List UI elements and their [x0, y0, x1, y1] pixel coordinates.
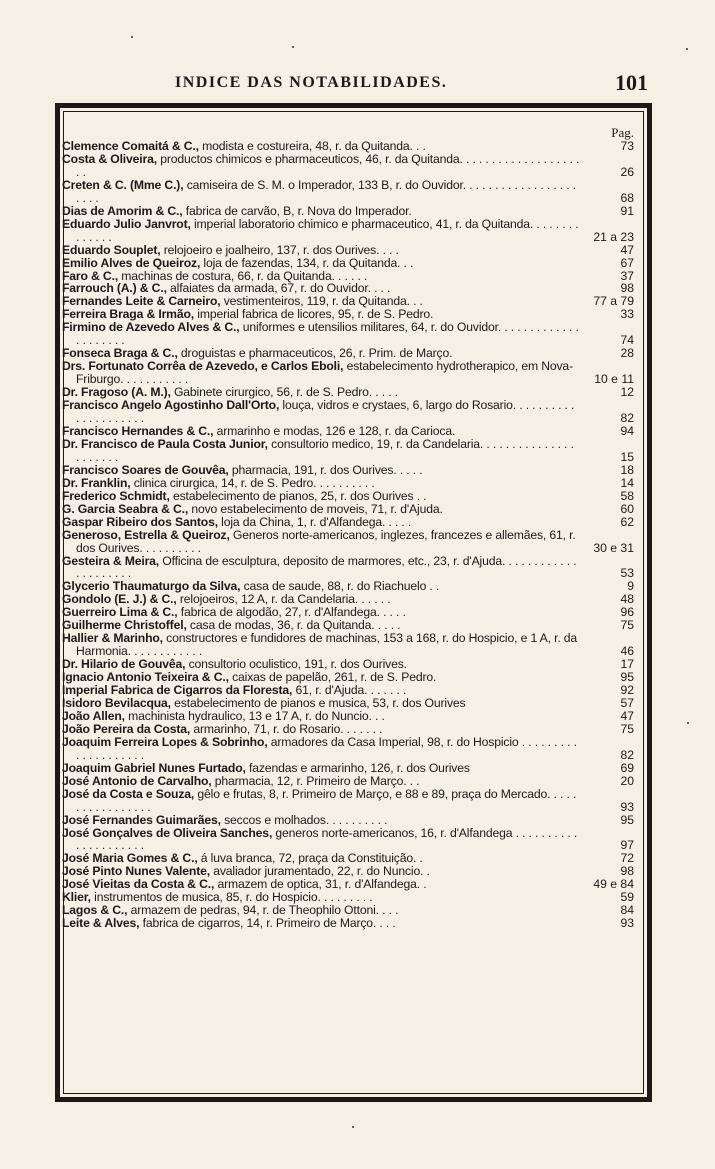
entry-name: Hallier & Marinho, — [62, 631, 163, 646]
scan-speck — [352, 1126, 354, 1128]
entry-name: Fonseca Braga & C., — [62, 346, 178, 361]
running-head-title: INDICE DAS NOTABILIDADES. — [175, 74, 448, 91]
entry-description: avaliador juramentado, 22, r. do Nuncio. . — [209, 864, 430, 879]
entry-page-number: 12 — [620, 385, 634, 400]
entry-description: alfaiates da armada, 67, r. do Ouvidor. . . . — [166, 281, 391, 296]
entry-page-number: 17 — [620, 657, 634, 672]
entry-name: Imperial Fabrica de Cigarros da Floresta, — [62, 683, 293, 698]
entry-name: Frederico Schmidt, — [62, 488, 170, 503]
entry-text — [62, 438, 580, 464]
entry-page-number: 96 — [620, 605, 634, 620]
index-entry — [62, 360, 638, 386]
entry-description: consultorio medico, 19, r. da Candelaria. . . . . . . . . . . . . . . . . . . . . . — [76, 436, 574, 464]
entry-page-number: 14 — [620, 475, 634, 490]
entry-name: José Vieitas da Costa & C., — [62, 877, 215, 892]
entry-description: modista e costureira, 48, r. da Quitanda. . . — [198, 139, 426, 153]
entry-description: relojoeiro e joalheiro, 137, r. dos Ourives. . . . — [160, 242, 399, 257]
entry-page-number: 95 — [620, 670, 634, 685]
entry-name: Joaquim Ferreira Lopes & Sobrinho, — [62, 734, 268, 749]
entry-page-number: 84 — [620, 903, 634, 918]
entry-page-number: 72 — [620, 851, 634, 866]
entry-page-number: 49 e 84 — [593, 877, 634, 892]
entry-page-number: 69 — [620, 760, 634, 775]
entry-page-number: 73 — [620, 139, 634, 153]
entry-page-number: 68 — [620, 190, 634, 205]
entry-description: novo estabelecimento de moveis, 71, r. d'Ajuda. — [188, 501, 443, 516]
index-entry — [62, 529, 638, 555]
entry-page-number: 46 — [620, 644, 634, 659]
entry-description: imperial laboratorio chimico e pharmaceutico, 41, r. da Quitanda. . . . . . . . . . . . . . — [76, 216, 579, 244]
entry-page-number: 98 — [620, 864, 634, 879]
entry-name: Guerreiro Lima & C., — [62, 605, 178, 620]
index-entry — [62, 736, 638, 762]
entry-page-number: 15 — [620, 449, 634, 464]
scan-speck — [131, 36, 133, 38]
entry-description: camiseira de S. M. o Imperador, 133 B, r. do Ouvidor. . . . . . . . . . . . . . . . . . . . . . — [76, 177, 576, 205]
entry-description: consultorio oculistico, 191, r. dos Ourives. — [185, 657, 407, 672]
entry-name: Fernandes Leite & Carneiro, — [62, 294, 221, 309]
entry-description: droguistas e pharmaceuticos, 26, r. Prim. de Março. — [177, 346, 453, 361]
entry-name: José Pinto Nunes Valente, — [62, 864, 210, 879]
entry-page-number: 77 a 79 — [593, 294, 634, 309]
entry-name: Faro & C., — [62, 268, 119, 283]
entry-page-number: 33 — [620, 307, 634, 322]
entry-page-number: 94 — [620, 423, 634, 438]
entry-page-number: 53 — [620, 566, 634, 581]
entry-name: Firmino de Azevedo Alves & C., — [62, 320, 240, 335]
entry-description: armadores da Casa Imperial, 98, r. do Hospicio . . . . . . . . . . . . . . . . . . . . — [76, 734, 577, 762]
entry-text — [62, 555, 580, 581]
entry-page-number: 30 e 31 — [593, 540, 634, 555]
entry-name: João Allen, — [62, 708, 125, 723]
entry-description: generos norte-americanos, 16, r. d'Alfandega . . . . . . . . . . . . . . . . . . . . . — [76, 825, 578, 853]
index-entry — [62, 399, 638, 425]
index-entry — [62, 438, 638, 464]
entry-text — [62, 736, 580, 762]
entry-description: Gabinete cirurgico, 56, r. de S. Pedro. . . . . — [170, 385, 398, 400]
entry-page-number: 28 — [620, 346, 634, 361]
entry-description: casa de modas, 36, r. da Quitanda. . . . . — [186, 618, 401, 633]
entry-page-number: 37 — [620, 268, 634, 283]
entry-name: Dr. Fragoso (A. M.), — [62, 385, 171, 400]
entry-description: Officina de esculptura, deposito de marmores, etc., 23, r. d'Ajuda. . . . . . . . . . . . . . . . . . . . . — [76, 553, 577, 581]
entry-page-number: 75 — [620, 721, 634, 736]
entry-page-number: 82 — [620, 747, 634, 762]
entry-description: casa de saude, 88, r. do Riachuelo . . — [240, 579, 440, 594]
entry-text — [62, 218, 580, 244]
entry-text — [62, 788, 580, 814]
entry-description: pharmacia, 12, r. Primeiro de Março. . . — [211, 773, 420, 788]
entry-description: armazem de optica, 31, r. d'Alfandega. . — [214, 877, 427, 892]
entry-name: G. Garcia Seabra & C., — [62, 501, 189, 516]
entry-name: Eduardo Julio Janvrot, — [62, 216, 191, 231]
entry-name: Gesteira & Meira, — [62, 553, 160, 568]
entry-name: Isidoro Bevilacqua, — [62, 695, 171, 710]
entry-description: clinica cirurgica, 14, r. de S. Pedro. . . . . . . . . . — [130, 475, 375, 490]
entry-text — [62, 360, 580, 386]
entry-text — [62, 399, 580, 425]
entry-name: Ignacio Antonio Teixeira & C., — [62, 670, 229, 685]
index-entry — [62, 827, 638, 853]
index-entry — [62, 153, 638, 179]
index-entry — [62, 632, 638, 658]
entry-page-number: 74 — [620, 333, 634, 348]
entry-description: constructores e fundidores de machinas, 153 a 168, r. do Hospicio, e 1 A, r. da Harmonia. . . . . . . . . . . . — [76, 631, 578, 659]
entry-name: Joaquim Gabriel Nunes Furtado, — [62, 760, 246, 775]
entry-page-number: 20 — [620, 773, 634, 788]
entry-name: Generoso, Estrella & Queiroz, — [62, 527, 230, 542]
page-column-header: Pag. — [611, 125, 634, 140]
entry-name: José Maria Gomes & C., — [62, 851, 198, 866]
entry-description: estabelecimento de pianos, 25, r. dos Ourives . . — [169, 488, 427, 503]
entry-page-number: 57 — [620, 695, 634, 710]
entry-description: machinista hydraulico, 13 e 17 A, r. do Nuncio. . . — [124, 708, 385, 723]
entry-text — [62, 632, 580, 658]
entry-name: Klier, — [62, 890, 91, 905]
entry-text — [62, 529, 580, 555]
entry-name: Dias de Amorim & C., — [62, 203, 183, 218]
entry-page-number: 82 — [620, 411, 634, 426]
entry-name: Leite & Alves, — [62, 916, 140, 931]
entry-name: Dr. Franklin, — [62, 475, 131, 490]
entry-description: loja da China, 1, r. d'Alfandega. . . . . — [217, 514, 412, 529]
entry-description: fabrica de algodão, 27, r. d'Alfandega. . . . . — [177, 605, 406, 620]
entry-page-number: 59 — [620, 890, 634, 905]
scan-speck — [292, 46, 294, 48]
entry-description: louça, vidros e crystaes, 6, largo do Rosario. . . . . . . . . . . . . . . . . . . . . — [76, 398, 575, 426]
entry-description: instrumentos de musica, 85, r. do Hospicio. . . . . . . . . — [90, 890, 373, 905]
entry-name: Eduardo Souplet, — [62, 242, 161, 257]
scan-speck — [687, 722, 689, 724]
index-entry — [62, 917, 638, 930]
entry-description: á luva branca, 72, praça da Constituição. . — [197, 851, 423, 866]
entry-description: armarinho e modas, 126 e 128, r. da Carioca. — [213, 423, 456, 438]
page-number: 101 — [615, 70, 648, 95]
entry-description: pharmacia, 191, r. dos Ourives. . . . . — [228, 462, 423, 477]
entry-page-number: 9 — [627, 579, 634, 594]
entry-description: uniformes e utensilios militares, 64, r. do Ouvidor. . . . . . . . . . . . . . . . . . . . . — [76, 320, 579, 348]
entry-description: gêlo e frutas, 8, r. Primeiro de Março, e 88 e 89, praça do Mercado. . . . . . . . . . . . . . . . . — [76, 786, 577, 814]
entry-page-number: 18 — [620, 462, 634, 477]
entry-name: Francisco Angelo Agostinho Dall'Orto, — [62, 398, 280, 413]
entry-name: Farrouch (A.) & C., — [62, 281, 167, 296]
entry-description: seccos e molhados. . . . . . . . . . — [220, 812, 388, 827]
entry-description: machinas de costura, 66, r. da Quitanda. . . . . . — [118, 268, 368, 283]
entry-page-number: 92 — [620, 683, 634, 698]
entry-name: Francisco Hernandes & C., — [62, 423, 214, 438]
index-entry — [62, 179, 638, 205]
index-entry — [62, 321, 638, 347]
entry-description: productos chimicos e pharmaceuticos, 46, r. da Quitanda. . . . . . . . . . . . . . . . . . . . . — [76, 151, 580, 179]
entry-page-number: 98 — [620, 281, 634, 296]
entry-description: fazendas e armarinho, 126, r. dos Ourives — [245, 760, 470, 775]
entry-description: Generos norte-americanos, inglezes, francezes e allemães, 61, r. dos Ourives. . . . . . . . . . — [76, 527, 576, 555]
entry-page-number: 91 — [620, 203, 634, 218]
index-entry — [62, 555, 638, 581]
scan-speck — [686, 48, 688, 50]
entry-name: Guilherme Christoffel, — [62, 618, 187, 633]
entry-name: Lagos & C., — [62, 903, 128, 918]
entry-name: Gondolo (E. J.) & C., — [62, 592, 177, 607]
entry-text — [62, 179, 580, 205]
entry-page-number: 47 — [620, 708, 634, 723]
entry-page-number: 67 — [620, 255, 634, 270]
entry-text — [62, 321, 580, 347]
entry-description: estabelecimento hydrotherapico, em Nova-Friburgo. . . . . . . . . . . — [76, 359, 573, 387]
entry-description: 61, r. d'Ajuda. . . . . . . — [292, 683, 407, 698]
entry-page-number: 48 — [620, 592, 634, 607]
running-header — [0, 70, 715, 100]
entry-name: João Pereira da Costa, — [62, 721, 191, 736]
entry-page-number: 95 — [620, 812, 634, 827]
entry-name: Dr. Francisco de Paula Costa Junior, — [62, 436, 268, 451]
entry-text — [62, 917, 580, 930]
entry-page-number: 60 — [620, 501, 634, 516]
entry-name: José da Costa e Souza, — [62, 786, 195, 801]
index-entry — [62, 788, 638, 814]
index-content — [62, 126, 638, 930]
entry-description: armazem de pedras, 94, r. de Theophilo Ottoni. . . . — [127, 903, 399, 918]
entry-page-number: 58 — [620, 488, 634, 503]
entry-name: Ferreira Braga & Irmão, — [62, 307, 195, 322]
entry-page-number: 75 — [620, 618, 634, 633]
index-entries — [62, 140, 638, 930]
entry-description: fabrica de carvão, B, r. Nova do Imperador. — [182, 203, 412, 218]
entry-name: Emilio Alves de Queiroz, — [62, 255, 201, 270]
entry-page-number: 93 — [620, 799, 634, 814]
entry-page-number: 10 e 11 — [594, 372, 634, 387]
entry-description: fabrica de cigarros, 14, r. Primeiro de Março. . . . — [139, 916, 396, 931]
entry-page-number: 26 — [620, 164, 634, 179]
entry-description: loja de fazendas, 134, r. da Quitanda. . . — [200, 255, 414, 270]
entry-text — [62, 827, 580, 853]
entry-name: José Gonçalves de Oliveira Sanches, — [62, 825, 273, 840]
entry-page-number: 62 — [620, 514, 634, 529]
entry-name: Dr. Hilario de Gouvêa, — [62, 657, 186, 672]
entry-description: vestimenteiros, 119, r. da Quitanda. . . — [220, 294, 423, 309]
entry-name: Clemence Comaitá & C., — [62, 139, 199, 153]
entry-page-number: 93 — [620, 916, 634, 931]
entry-description: caixas de papelão, 261, r. de S. Pedro. — [228, 670, 437, 685]
entry-description: estabelecimento de pianos e musica, 53, r. dos Ourives — [170, 695, 466, 710]
entry-name: Drs. Fortunato Corrêa de Azevedo, e Carlos Eboli, — [62, 359, 344, 374]
entry-description: imperial fabrica de licores, 95, r. de S. Pedro. — [194, 307, 434, 322]
index-entry — [62, 218, 638, 244]
entry-text — [62, 153, 580, 179]
entry-page-number: 21 a 23 — [593, 229, 634, 244]
entry-description: armarinho, 71, r. do Rosario. . . . . . . — [190, 721, 383, 736]
entry-name: Costa & Oliveira, — [62, 151, 157, 166]
entry-name: Creten & C. (Mme C.), — [62, 177, 184, 192]
entry-name: José Antonio de Carvalho, — [62, 773, 212, 788]
entry-name: Francisco Soares de Gouvêa, — [62, 462, 229, 477]
entry-name: Glycerio Thaumaturgo da Silva, — [62, 579, 241, 594]
entry-page-number: 47 — [620, 242, 634, 257]
entry-description: relojoeiros, 12 A, r. da Candelaria. . . . . . — [176, 592, 391, 607]
entry-name: Gaspar Ribeiro dos Santos, — [62, 514, 218, 529]
entry-name: José Fernandes Guimarães, — [62, 812, 221, 827]
entry-page-number: 97 — [620, 838, 634, 853]
